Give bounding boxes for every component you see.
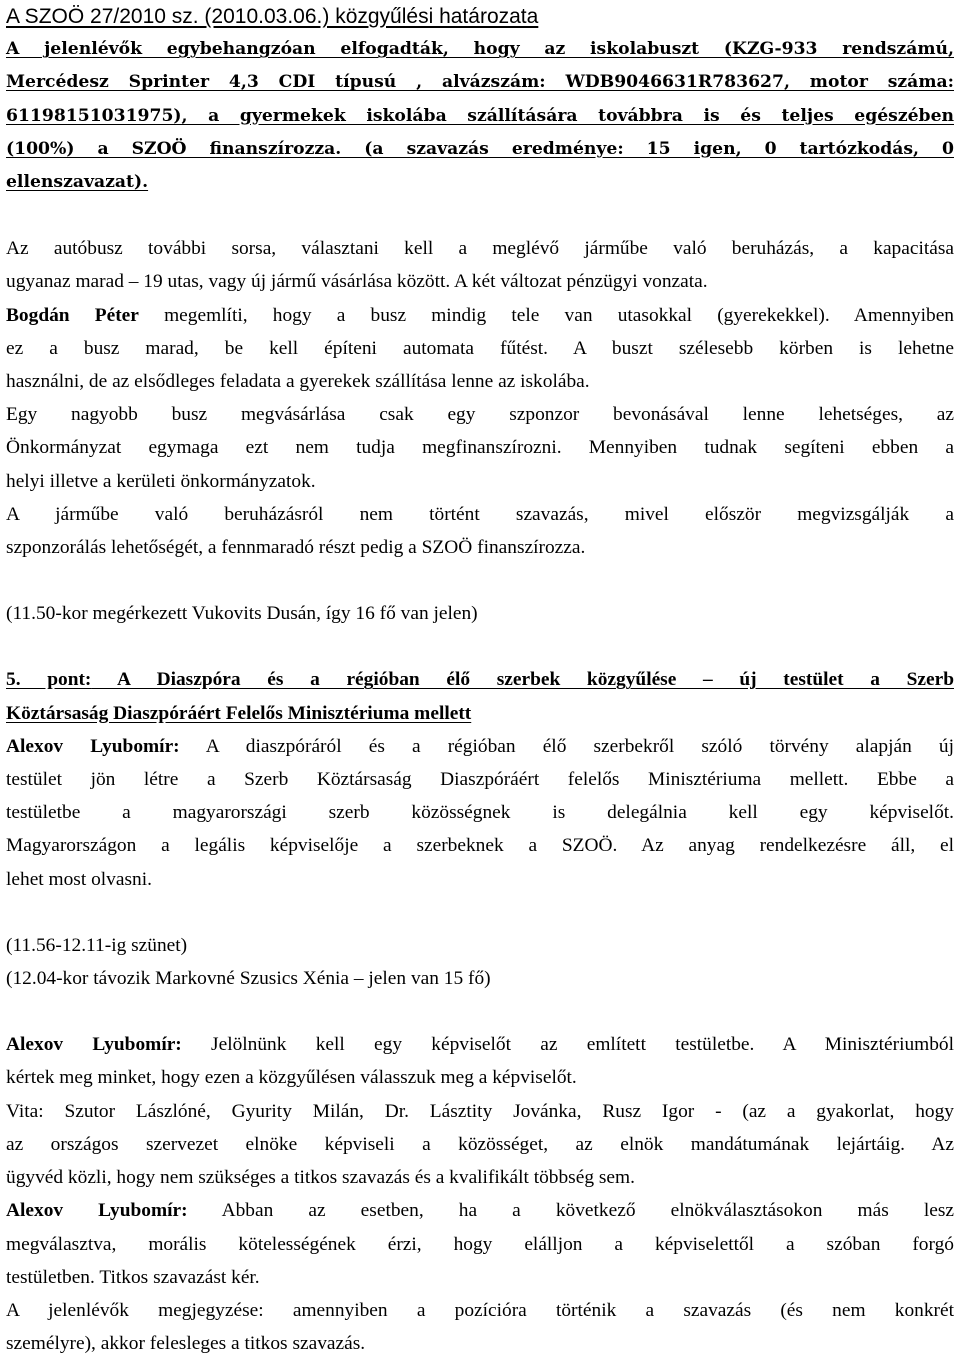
speaker-name: Alexov Lyubomír: [6,1200,188,1222]
resolution-line: A jelenlévők egybehangzóan elfogadták, hogy az iskolabuszt (KZG-933 rendszámú, [6,39,954,60]
spacer [6,564,954,597]
spacer [6,630,954,663]
text-line: az országos szervezet elnöke képviseli a közösséget, az elnök mandátumának lejártáig. Az [6,1133,954,1155]
text-fragment: Abban az esetben, ha a következő elnökválasztásokon más lesz [187,1200,954,1222]
document-page [6,0,954,1360]
speaker-name: Bogdán Péter [6,304,139,326]
agenda-point-title: A Diaszpóra és a régióban élő szerbek közgyűlése – új testület a Szerb [91,669,954,691]
paragraph-alexov-3 [6,1194,954,1294]
text-line: ügyvéd közli, hogy nem szükséges a titkos szavazás és a kvalifikált többség sem. [6,1167,635,1189]
paragraph-debate [6,1095,954,1195]
resolution-block [6,0,954,199]
spacer [6,199,954,232]
text-line: testületben. Titkos szavazást kér. [6,1266,260,1288]
speaker-name: Alexov Lyubomír: [6,735,180,757]
text-line: Az autóbusz további sorsa, választani kell a meglévő járműbe való beruházás, a kapacitása [6,238,954,260]
text-line: A járműbe való beruházásról nem történt szavazás, mivel először megvizsgálják a [6,503,954,525]
text-fragment: Jelölnünk kell egy képviselőt az említett testületbe. A Minisztériumból [181,1034,955,1056]
agenda-point-5-heading [6,663,954,729]
paragraph-bigger-bus [6,398,954,498]
text-line: Magyarországon a legális képviselője a szerbeknek a SZOÖ. Az anyag rendelkezésre áll, el [6,835,954,857]
note-departure: (12.04-kor távozik Markovné Szusics Xénia – jelen van 15 fő) [6,968,491,990]
text-line: szponzorálás lehetőségét, a fennmaradó részt pedig a SZOÖ finanszírozza. [6,537,586,559]
text-line: A jelenlévők megjegyzése: amennyiben a pozícióra történik a szavazás (és nem konkrét [6,1299,954,1321]
text-line: helyi illetve a kerületi önkormányzatok. [6,470,316,492]
spacer [6,896,954,929]
resolution-title: A SZOÖ 27/2010 sz. (2010.03.06.) közgyűlési határozata [6,5,539,28]
text-line [6,730,954,763]
paragraph-no-vote [6,498,954,564]
note-arrival: (11.50-kor megérkezett Vukovits Dusán, így 16 fő van jelen) [6,603,478,625]
agenda-point-label: 5. pont: [6,669,92,691]
text-line: Vita: Szutor Lászlóné, Gyurity Milán, Dr. Lásztity Jovánka, Rusz Igor - (az a gyakorlat, hogy [6,1100,954,1122]
paragraph-alexov-1 [6,730,954,896]
text-line [6,1194,954,1227]
paragraph-remark [6,1294,954,1360]
text-fragment: megemlíti, hogy a busz mindig tele van utasokkal (gyerekekkel). Amennyiben [138,304,954,326]
text-line: testületbe a magyarországi szerb közösségnek is delegálnia kell egy képviselőt. [6,802,954,824]
agenda-point-title: Köztársaság Diaszpóráért Felelős Minisztériuma mellett [6,702,472,724]
text-line: testület jön létre a Szerb Köztársaság Diaszpóráért felelős Minisztériuma mellett. Ebbe a [6,769,954,791]
resolution-line: 61198151031975), a gyermekek iskolába szállítására továbbra is és teljes egészében [6,105,954,126]
text-line [6,1028,954,1061]
text-line: megválasztva, morális kötelességének érzi, hogy elálljon a képviselettől a szóban forgó [6,1233,954,1255]
text-fragment: A diaszpóráról és a régióban élő szerbekről szóló törvény alapján új [179,735,954,757]
note-break: (11.56-12.11-ig szünet) [6,934,188,956]
text-line: lehet most olvasni. [6,868,152,890]
text-line [6,299,954,332]
resolution-line: ellenszavazat). [6,172,149,193]
spacer [6,995,954,1028]
resolution-line: Mercédesz Sprinter 4,3 CDI típusú , alvázszám: WDB9046631R783627, motor száma: [6,72,954,93]
text-line: kértek meg minket, hogy ezen a közgyűlésen válasszuk meg a képviselőt. [6,1067,577,1089]
text-line: ez a busz marad, be kell építeni automata fűtést. A buszt szélesebb körben is lehetne [6,337,954,359]
speaker-name: Alexov Lyubomír: [6,1034,182,1056]
paragraph-bogdan [6,299,954,399]
resolution-line: (100%) a SZOÖ finanszírozza. (a szavazás eredménye: 15 igen, 0 tartózkodás, 0 [6,138,954,159]
text-line [6,663,954,696]
text-line: személyre), akkor felesleges a titkos szavazás. [6,1333,366,1355]
paragraph-bus-options [6,232,954,298]
text-line: Egy nagyobb busz megvásárlása csak egy szponzor bevonásával lenne lehetséges, az [6,404,954,426]
text-line: Önkormányzat egymaga ezt nem tudja megfinanszírozni. Mennyiben tudnak segíteni ebben a [6,437,954,459]
paragraph-alexov-2 [6,1028,954,1094]
text-line: használni, de az elsődleges feladata a gyerekek szállítása lenne az iskolába. [6,371,590,393]
text-line: ugyanaz marad – 19 utas, vagy új jármű vásárlása között. A két változat pénzügyi vonzata. [6,271,708,293]
